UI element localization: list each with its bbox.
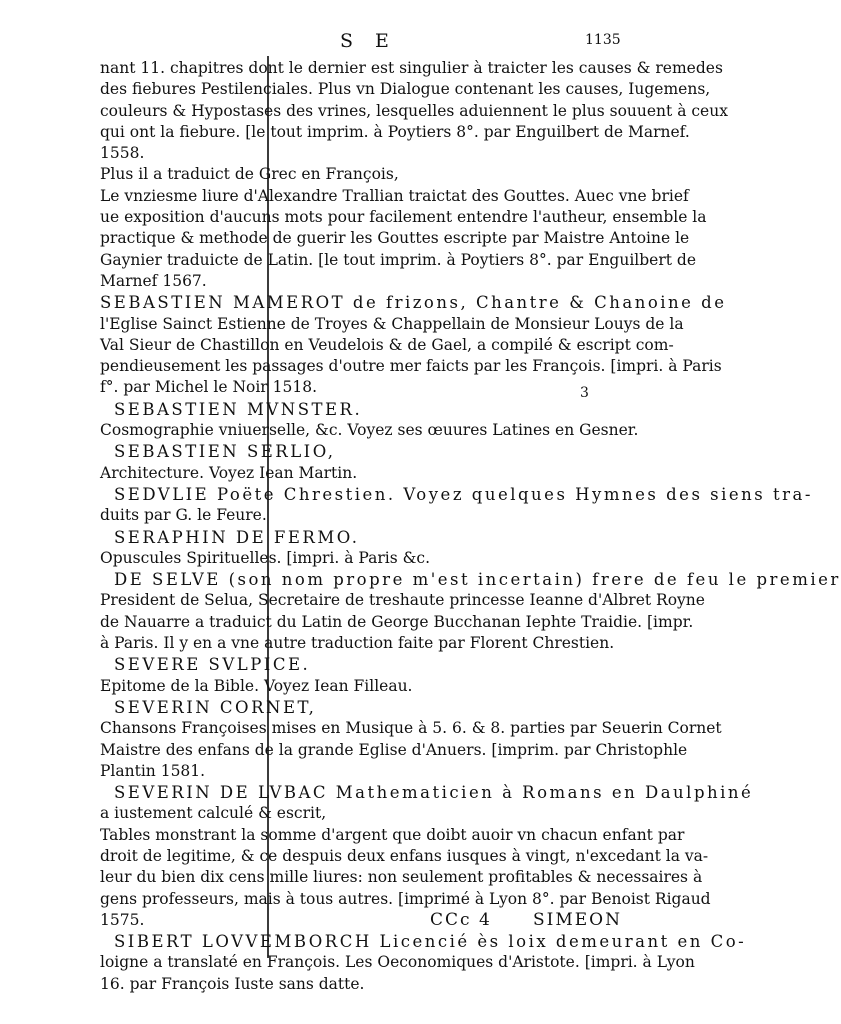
entry-heading: SEVERIN CORNET, [114, 697, 317, 717]
text-line: l'Eglise Sainct Estienne de Troyes & Chappellain de Monsieur Louys de la [100, 314, 684, 333]
signature-mark: CCc 4 [430, 910, 492, 930]
entry-heading: SEBASTIEN SERLIO, [114, 442, 336, 462]
body-text [100, 58, 841, 995]
text-line: a iustement calculé & escrit, [100, 804, 327, 823]
text-line: duits par G. le Feure. [100, 506, 267, 525]
text-line: Opuscules Spirituelles. [impri. à Paris &c. [100, 548, 431, 567]
text-line: couleurs & Hypostases des vrines, lesquelles aduiennent le plus souuent à ceux [100, 101, 728, 120]
text-line: Val Sieur de Chastillon en Veudelois & de Gael, a compilé & escript com- [100, 335, 674, 354]
entry-heading: SERAPHIN DE FERMO. [114, 527, 360, 547]
text-line: à Paris. Il y en a vne autre traduction faite par Florent Chrestien. [100, 634, 615, 653]
catchword: SIMEON [533, 910, 622, 930]
text-line: President de Selua, Secretaire de treshaute princesse Ieanne d'Albret Royne [100, 591, 705, 610]
text-line: de Nauarre a traduict du Latin de George Bucchanan Iephte Traidie. [impr. [100, 612, 694, 631]
entry-heading: SEVERE SVLPICE. [114, 655, 311, 675]
page-header [0, 30, 696, 56]
page-number: 1135 [585, 32, 621, 48]
entry-heading: SEBASTIEN MVNSTER. [114, 399, 363, 419]
text-line: 1558. [100, 144, 145, 163]
entry-heading: SEVERIN DE LVBAC Mathematicien à Romans en Daulphiné [114, 783, 754, 803]
text-line: Maistre des enfans de la grande Eglise d'Anuers. [imprim. par Christophle [100, 740, 688, 759]
text-line: Cosmographie vniuerselle, &c. Voyez ses œuures Latines en Gesner. [100, 421, 639, 440]
text-line: Plantin 1581. [100, 761, 206, 780]
text-line: Plus il a traduict de Grec en François, [100, 165, 399, 184]
running-head: S E [340, 30, 397, 52]
text-line: gens professeurs, mais à tous autres. [imprimé à Lyon 8°. par Benoist Rigaud [100, 889, 711, 908]
text-line: Gaynier traduicte de Latin. [le tout imprim. à Poytiers 8°. par Enguilbert de [100, 250, 697, 269]
text-line: f°. par Michel le Noir 1518. [100, 378, 318, 397]
text-line: Marnef 1567. [100, 271, 207, 290]
text-line: ue exposition d'aucuns mots pour facilement entendre l'autheur, ensemble la [100, 208, 707, 227]
text-line: 1575. [100, 910, 145, 929]
entry-heading: SEDVLIE Poëte Chrestien. Voyez quelques Hymnes des siens tra- [114, 484, 813, 504]
text-line: qui ont la fiebure. [le tout imprim. à Poytiers 8°. par Enguilbert de Marnef. [100, 122, 690, 141]
text-line: Tables monstrant la somme d'argent que doibt auoir vn chacun enfant par [100, 825, 685, 844]
entry-heading: SEBASTIEN MAMEROT de frizons, Chantre & Chanoine de [100, 293, 727, 313]
text-line: des fiebures Pestilenciales. Plus vn Dialogue contenant les causes, Iugemens, [100, 80, 711, 99]
text-line: leur du bien dix cens mille liures: non seulement profitables & necessaires à [100, 868, 703, 887]
text-line: Chansons Françoises mises en Musique à 5. 6. & 8. parties par Seuerin Cornet [100, 719, 722, 738]
entry-heading: SIBERT LOVVEMBORCH Licencié ès loix demeurant en Co- [114, 932, 747, 952]
text-line: pendieusement les passages d'outre mer faicts par les François. [impri. à Paris [100, 357, 722, 376]
entry-heading: DE SELVE (son nom propre m'est incertain) frere de feu le premier [114, 570, 841, 590]
text-line: 16. par François Iuste sans datte. [100, 974, 365, 993]
margin-mark: 3 [580, 385, 589, 401]
text-line: practique & methode de guerir les Gouttes escripte par Maistre Antoine le [100, 229, 690, 248]
text-line: droit de legitime, & ce despuis deux enfans iusques à vingt, n'excedant la va- [100, 846, 709, 865]
page-footer [0, 910, 696, 940]
text-line: loigne a translaté en François. Les Oeconomiques d'Aristote. [impri. à Lyon [100, 953, 695, 972]
text-line: Epitome de la Bible. Voyez Iean Filleau. [100, 676, 413, 695]
text-line: Le vnziesme liure d'Alexandre Trallian traictat des Gouttes. Auec vne brief [100, 186, 689, 205]
text-line: nant 11. chapitres dont le dernier est singulier à traicter les causes & remedes [100, 59, 723, 77]
text-line: Architecture. Voyez Iean Martin. [100, 463, 358, 482]
